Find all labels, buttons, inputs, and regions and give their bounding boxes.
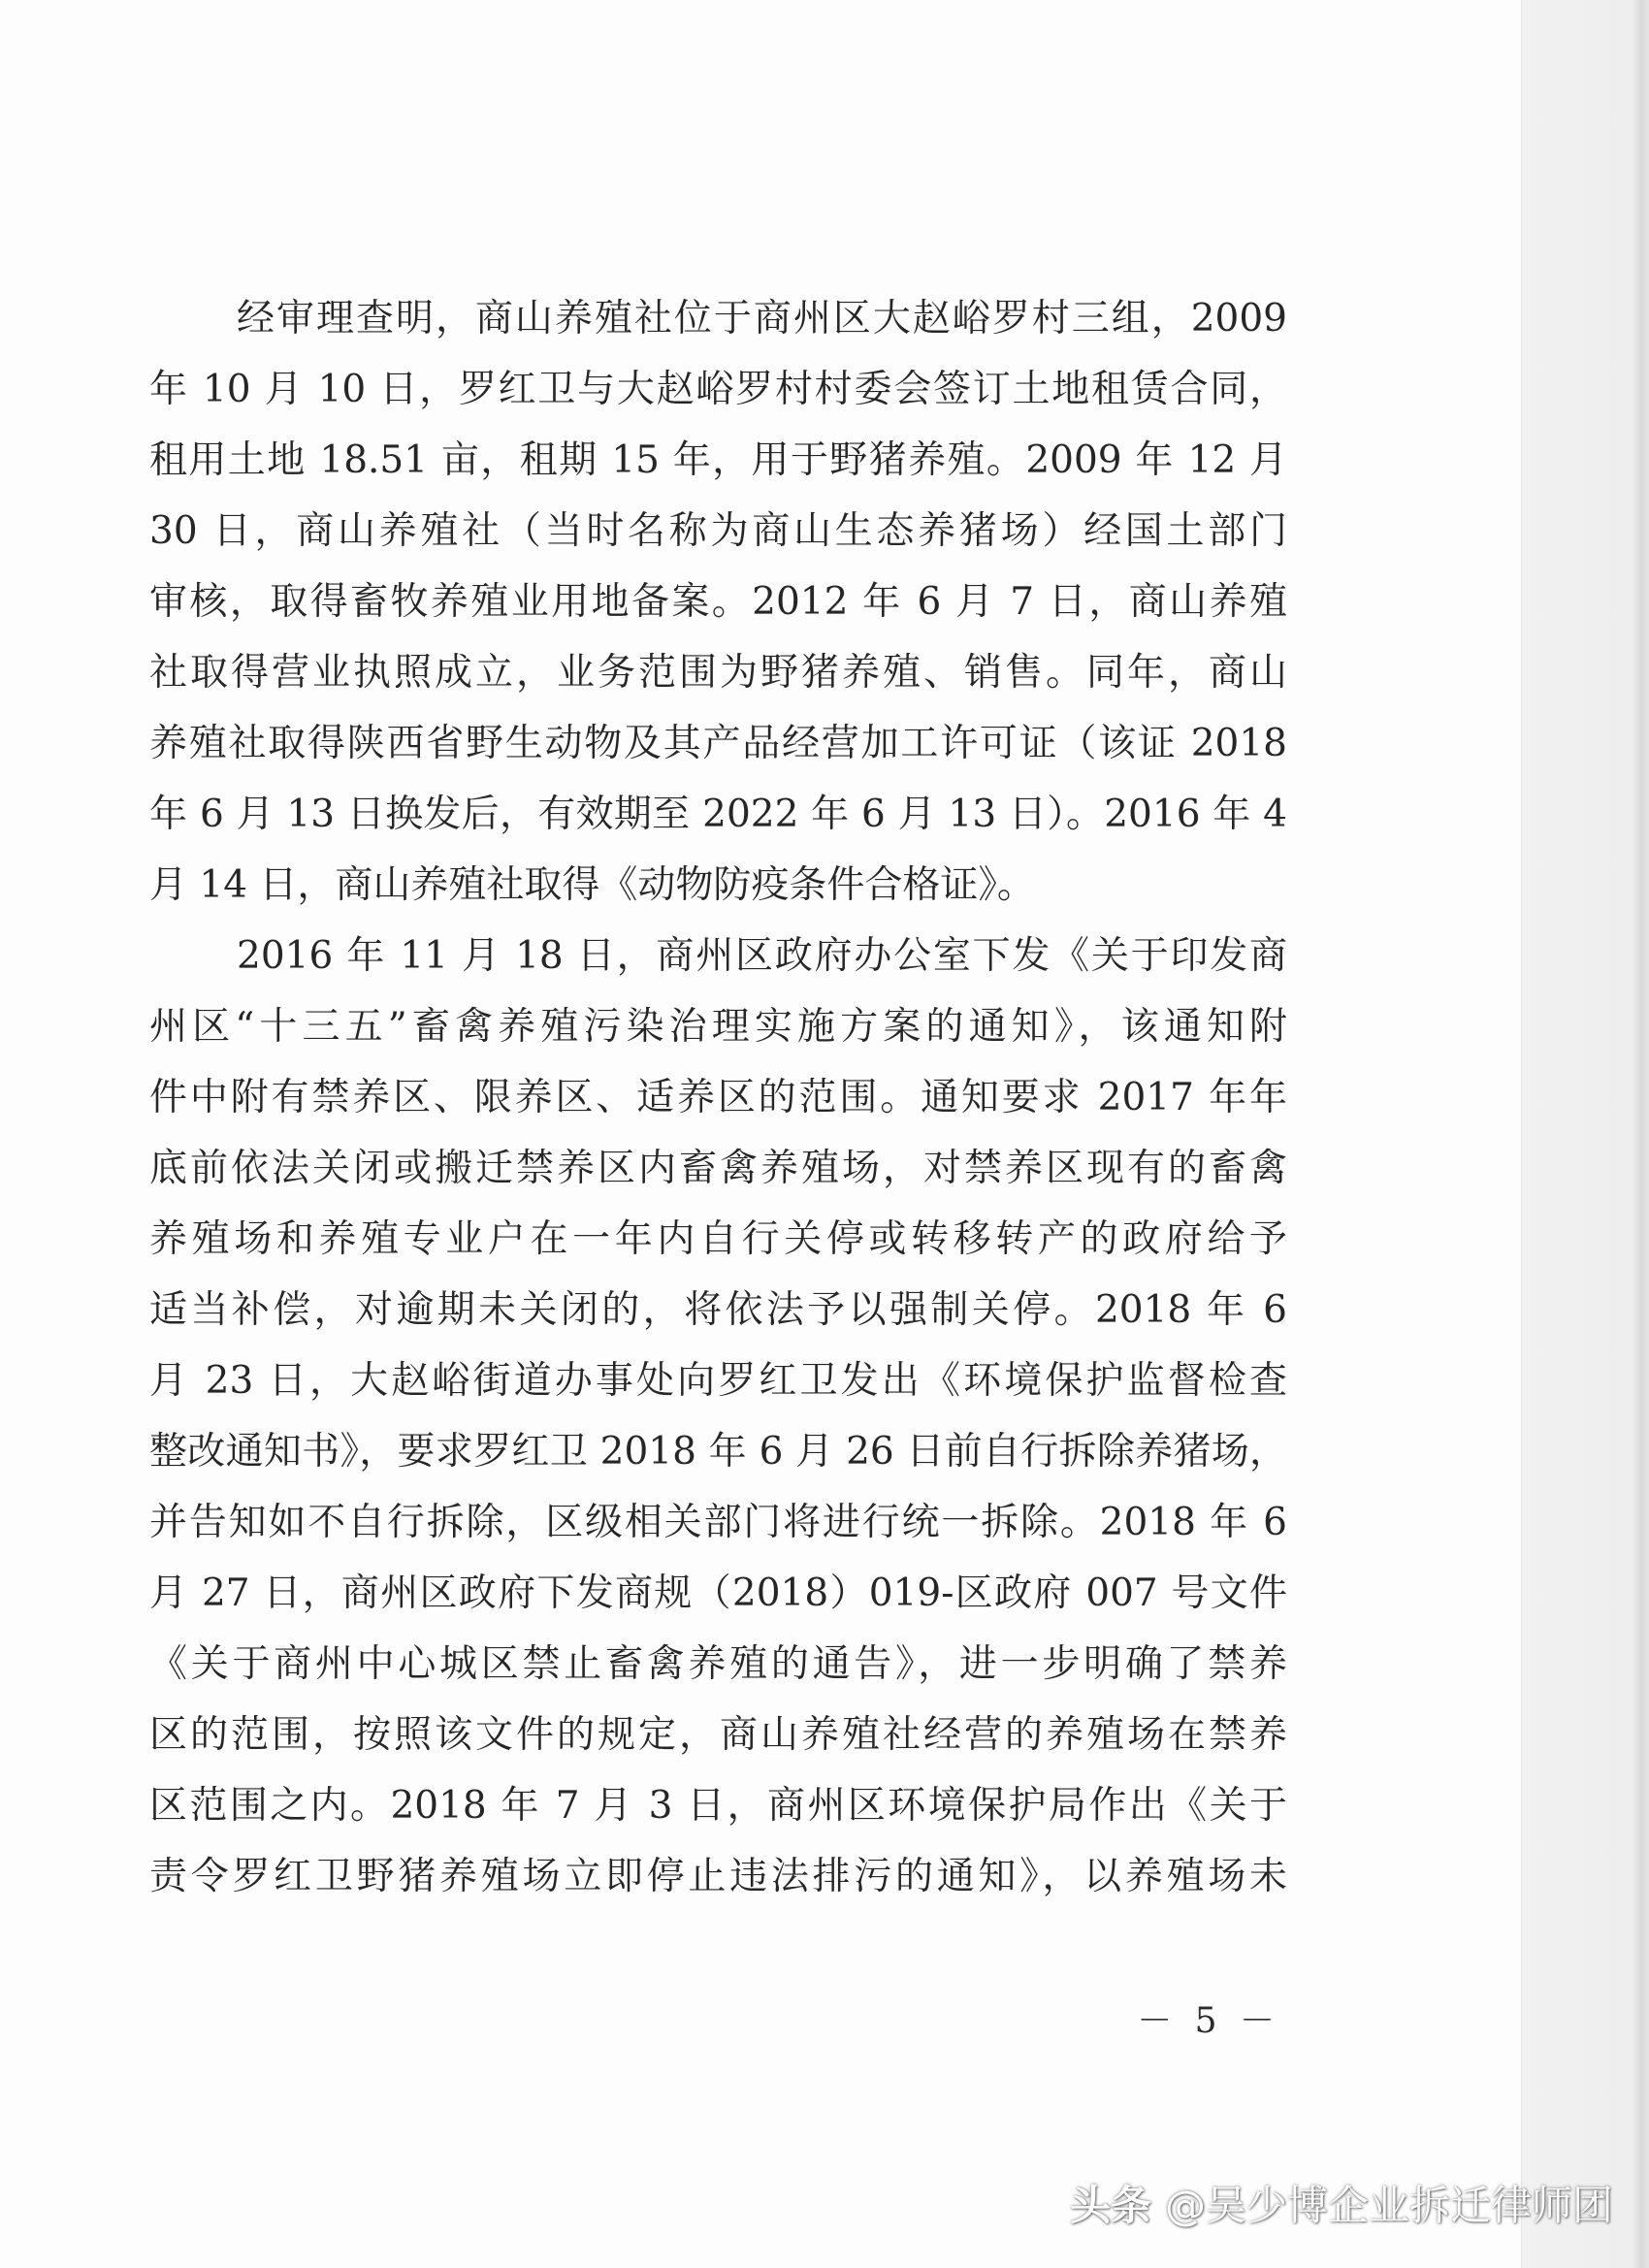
text-line: 责令罗红卫野猪养殖场立即停止违法排污的通知》，以养殖场未 — [149, 1855, 1287, 1898]
text-line: 并告知如不自行拆除，区级相关部门将进行统一拆除。2018 年 6 — [149, 1501, 1287, 1544]
text-line: 适当补偿，对逾期未关闭的，将依法予以强制关停。2018 年 6 — [149, 1288, 1287, 1332]
text-line: 年 10 月 10 日，罗红卫与大赵峪罗村村委会签订土地租赁合同， — [149, 368, 1287, 411]
text-line: 租用土地 18.51 亩，租期 15 年，用于野猪养殖。2009 年 12 月 — [149, 438, 1287, 482]
paragraph-policy-history — [149, 921, 1287, 1912]
text-line: 月 14 日，商山养殖社取得《动物防疫条件合格证》。 — [149, 863, 1035, 907]
watermark — [1070, 2177, 1613, 2235]
page-number: － 5 － — [1137, 2001, 1280, 2041]
text-line: 底前依法关闭或搬迁禁养区内畜禽养殖场，对禁养区现有的畜禽 — [149, 1147, 1287, 1190]
text-line: 《关于商州中心城区禁止畜禽养殖的通告》，进一步明确了禁养 — [149, 1642, 1287, 1686]
text-line: 养殖场和养殖专业户在一年内自行关停或转移转产的政府给予 — [149, 1217, 1287, 1261]
text-line: 30 日，商山养殖社（当时名称为商山生态养猪场）经国土部门 — [149, 509, 1287, 553]
text-line: 州区“十三五”畜禽养殖污染治理实施方案的通知》，该通知附 — [149, 1005, 1287, 1049]
text-line: 月 27 日，商州区政府下发商规（2018）019-区政府 007 号文件 — [149, 1571, 1287, 1615]
text-line: 2016 年 11 月 18 日，商州区政府办公室下发《关于印发商 — [237, 934, 1287, 978]
scan-edge-strip — [1521, 0, 1649, 2268]
text-line: 件中附有禁养区、限养区、适养区的范围。通知要求 2017 年年 — [149, 1076, 1287, 1119]
text-line: 月 23 日，大赵峪街道办事处向罗红卫发出《环境保护监督检查 — [149, 1359, 1287, 1403]
paragraph-findings — [149, 283, 1287, 921]
document-body — [149, 283, 1287, 1912]
text-line: 社取得营业执照成立，业务范围为野猪养殖、销售。同年，商山 — [149, 651, 1287, 695]
text-line: 养殖社取得陕西省野生动物及其产品经营加工许可证（该证 2018 — [149, 722, 1287, 765]
text-line: 区的范围，按照该文件的规定，商山养殖社经营的养殖场在禁养 — [149, 1713, 1287, 1757]
text-line: 年 6 月 13 日换发后，有效期至 2022 年 6 月 13 日）。2016 年 4 — [149, 793, 1287, 836]
text-line: 整改通知书》，要求罗红卫 2018 年 6 月 26 日前自行拆除养猪场， — [149, 1430, 1287, 1474]
text-line: 经审理查明，商山养殖社位于商州区大赵峪罗村三组，2009 — [237, 297, 1287, 340]
text-line: 审核，取得畜牧养殖业用地备案。2012 年 6 月 7 日，商山养殖 — [149, 580, 1287, 624]
text-line: 区范围之内。2018 年 7 月 3 日，商州区环境保护局作出《关于 — [149, 1784, 1287, 1828]
watermark-handle: @吴少博企业拆迁律师团 — [1164, 2182, 1613, 2229]
watermark-logo: 头条 — [1069, 2182, 1151, 2229]
